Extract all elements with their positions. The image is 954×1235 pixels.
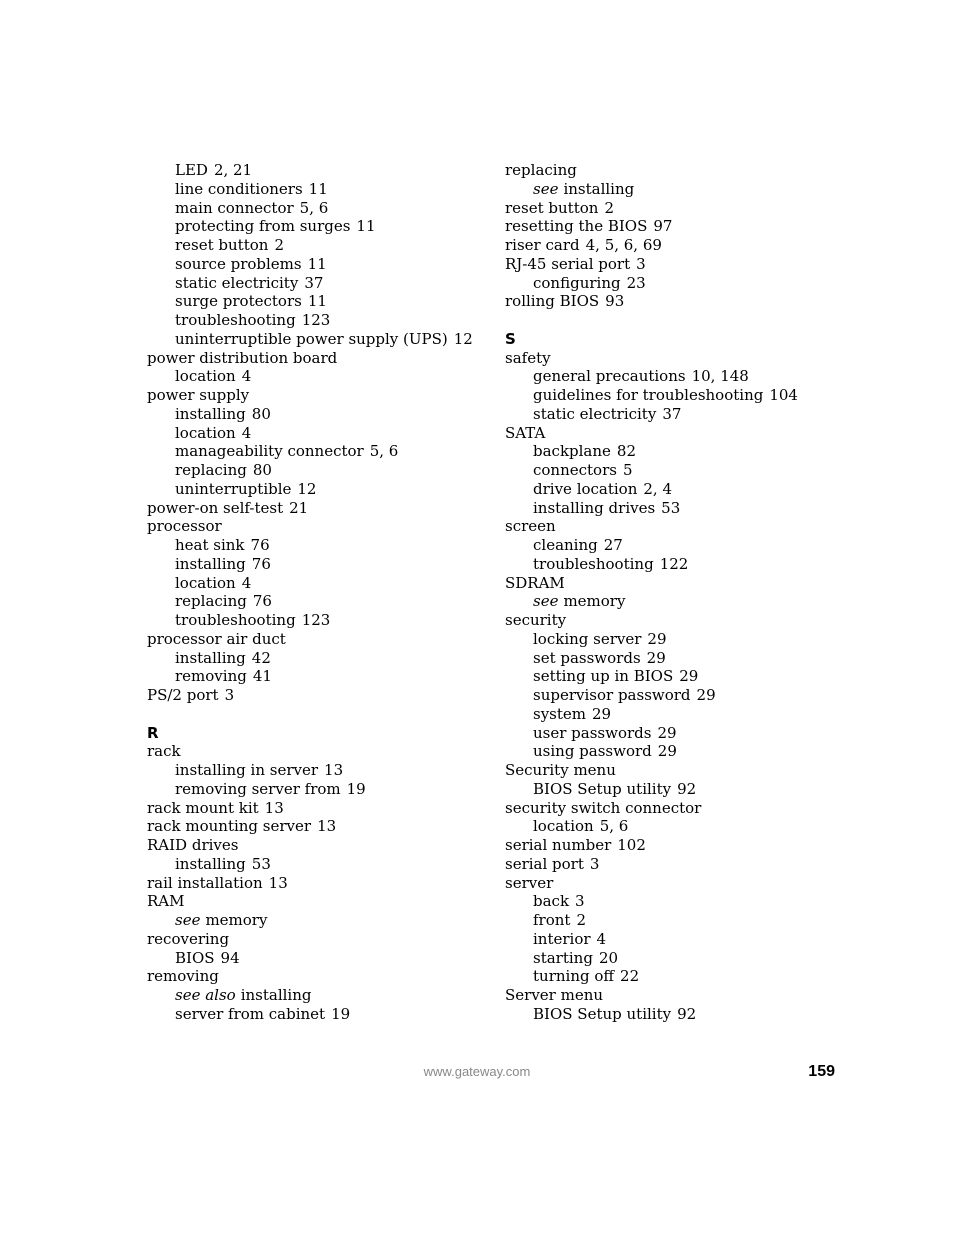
index-entry: [505, 236, 845, 255]
page-reference: 37: [662, 404, 682, 423]
index-subentry: [147, 274, 487, 293]
index-term: removing: [147, 967, 219, 986]
index-term: rack: [147, 742, 181, 761]
index-term: protecting from surges: [175, 217, 351, 236]
index-term: source problems: [175, 254, 302, 273]
index-term: front: [533, 911, 571, 929]
index-term: server: [505, 873, 554, 892]
page-reference: 29: [647, 629, 667, 648]
index-subentry: [505, 555, 845, 574]
index-term: recovering: [147, 929, 230, 948]
index-subentry: [147, 367, 487, 386]
page-reference: 29: [657, 742, 677, 761]
index-subentry: [505, 405, 845, 424]
index-entry: [147, 686, 487, 705]
page-reference: 37: [304, 273, 324, 292]
page-reference: 93: [605, 292, 625, 311]
index-term: screen: [505, 517, 556, 536]
footer-url[interactable]: www.gateway.com: [423, 1064, 531, 1079]
page-reference: 10, 148: [691, 367, 749, 386]
index-term: rack mount kit: [147, 798, 259, 817]
index-entry: [147, 967, 487, 986]
index-term: rolling BIOS: [505, 292, 600, 311]
page-reference: 80: [252, 461, 272, 479]
page-reference: 42: [251, 648, 271, 667]
index-entry: [147, 517, 487, 536]
index-term: location: [175, 573, 236, 592]
page-reference: 5, 6: [599, 817, 629, 836]
page-reference: 2: [576, 911, 586, 929]
page-reference: 12: [297, 479, 317, 498]
index-subentry: [147, 161, 487, 180]
index-entry: [505, 855, 845, 874]
page-reference: 19: [346, 779, 366, 798]
index-term: guidelines for troubleshooting: [533, 386, 764, 404]
index-entry: [505, 836, 845, 855]
index-entry: [505, 611, 845, 630]
index-entry: [147, 817, 487, 836]
section-gap: [505, 311, 845, 330]
index-subentry: [505, 705, 845, 724]
index-term: power-on self-test: [147, 498, 284, 517]
page-reference: 92: [677, 1004, 697, 1023]
index-term: safety: [505, 348, 551, 367]
index-term: heat sink: [175, 536, 245, 554]
page-reference: 3: [224, 686, 235, 704]
page-reference: 53: [251, 854, 271, 873]
page-reference: 123: [301, 311, 331, 329]
index-subentry: [505, 742, 845, 761]
index-entry: [147, 836, 487, 855]
index-term: uninterruptible: [175, 479, 292, 498]
index-subentry: [147, 480, 487, 499]
page-reference: 19: [331, 1004, 351, 1023]
index-subentry: [505, 499, 845, 518]
index-term: SDRAM: [505, 573, 565, 592]
section-letter: S: [505, 329, 516, 348]
index-entry: [147, 799, 487, 818]
index-subentry: [147, 311, 487, 330]
index-subentry: [147, 461, 487, 480]
index-term: riser card: [505, 236, 580, 254]
index-term: Security menu: [505, 761, 616, 779]
index-term: surge protectors: [175, 292, 302, 311]
index-cross-reference: [147, 986, 487, 1005]
index-term: BIOS: [175, 948, 215, 967]
index-term: SATA: [505, 423, 546, 442]
page-reference: 27: [603, 536, 623, 554]
index-subentry: [505, 817, 845, 836]
index-cross-reference: [505, 180, 845, 199]
index-term: static electricity: [533, 404, 657, 423]
page-reference: 94: [220, 948, 240, 967]
index-term: starting: [533, 948, 593, 967]
page-reference: 4: [241, 367, 252, 386]
page-reference: 3: [589, 854, 600, 873]
index-entry: [505, 255, 845, 274]
index-term: rail installation: [147, 873, 263, 892]
index-term: RAM: [147, 892, 185, 911]
index-entry: [147, 499, 487, 518]
index-entry: [505, 161, 845, 180]
index-subentry: [147, 199, 487, 218]
index-term: BIOS Setup utility: [533, 1004, 672, 1023]
index-term: server from cabinet: [175, 1004, 326, 1023]
index-term: manageability connector: [175, 442, 364, 461]
index-term: security switch connector: [505, 798, 702, 817]
page-reference: 11: [307, 292, 327, 311]
index-subentry: [147, 236, 487, 255]
page-reference: 29: [646, 648, 666, 667]
index-subentry: [147, 611, 487, 630]
index-term: troubleshooting: [533, 554, 654, 573]
index-term: troubleshooting: [175, 311, 296, 329]
index-subentry: [505, 686, 845, 705]
page-reference: 13: [317, 817, 337, 836]
index-subentry: [505, 667, 845, 686]
page-reference: 4, 5, 6, 69: [585, 236, 662, 254]
index-term: reset button: [175, 236, 269, 254]
index-entry: [147, 874, 487, 893]
index-entry: [147, 386, 487, 405]
reference-target: memory: [563, 592, 626, 611]
index-column-left: [147, 161, 487, 1024]
index-term: supervisor password: [533, 686, 691, 704]
index-term: setting up in BIOS: [533, 667, 674, 686]
page-reference: 5, 6: [369, 442, 399, 461]
index-subentry: [505, 780, 845, 799]
index-subentry: [505, 967, 845, 986]
index-term: replacing: [175, 592, 247, 611]
index-term: removing: [175, 667, 247, 686]
page-reference: 123: [301, 611, 331, 629]
index-subentry: [147, 292, 487, 311]
index-subentry: [147, 780, 487, 799]
index-term: installing drives: [533, 498, 656, 517]
page-reference: 11: [307, 254, 327, 273]
page-reference: 2: [604, 198, 614, 217]
page-reference: 29: [679, 667, 699, 686]
index-entry: [505, 349, 845, 368]
index-term: security: [505, 611, 567, 629]
index-subentry: [505, 536, 845, 555]
index-term: interior: [533, 929, 591, 948]
page-reference: 97: [653, 217, 673, 236]
page-reference: 13: [264, 798, 284, 817]
index-subentry: [147, 592, 487, 611]
index-term: power supply: [147, 386, 250, 404]
index-term: replacing: [175, 461, 247, 479]
page-reference: 13: [268, 873, 288, 892]
index-entry: [147, 630, 487, 649]
index-term: Server menu: [505, 986, 604, 1004]
index-subentry: [505, 724, 845, 743]
reference-target: installing: [563, 179, 635, 198]
index-term: main connector: [175, 198, 294, 217]
index-term: resetting the BIOS: [505, 217, 648, 236]
page-number: 159: [808, 1063, 835, 1080]
page-reference: 5, 6: [299, 198, 329, 217]
index-term: connectors: [533, 461, 617, 479]
index-term: troubleshooting: [175, 611, 296, 629]
page-reference: 11: [308, 179, 328, 198]
index-subentry: [505, 949, 845, 968]
index-subentry: [147, 442, 487, 461]
index-term: line conditioners: [175, 179, 303, 198]
index-subentry: [505, 480, 845, 499]
index-entry: [505, 199, 845, 218]
reference-target: installing: [240, 986, 312, 1004]
page-reference: 80: [251, 404, 271, 423]
index-subentry: [147, 761, 487, 780]
page-reference: 5: [622, 461, 633, 479]
index-subentry: [147, 855, 487, 874]
index-subentry: [505, 386, 845, 405]
page-reference: 4: [596, 929, 607, 948]
see-label: see also: [175, 986, 236, 1004]
index-term: user passwords: [533, 723, 652, 742]
index-term: location: [175, 423, 236, 442]
index-entry: [505, 517, 845, 536]
index-subentry: [147, 180, 487, 199]
index-entry: [147, 349, 487, 368]
page-reference: 23: [626, 273, 646, 292]
page-reference: 2, 4: [643, 479, 673, 498]
index-subentry: [505, 367, 845, 386]
index-subentry: [147, 949, 487, 968]
page-reference: 11: [356, 217, 376, 236]
index-term: serial port: [505, 854, 584, 873]
index-term: LED: [175, 161, 208, 179]
section-gap: [147, 705, 487, 724]
index-entry: [505, 761, 845, 780]
page-reference: 122: [659, 554, 689, 573]
index-term: RJ-45 serial port: [505, 254, 631, 273]
page-reference: 13: [324, 761, 344, 779]
index-term: backplane: [533, 442, 611, 461]
index-cross-reference: [505, 592, 845, 611]
index-entry: [147, 742, 487, 761]
index-term: BIOS Setup utility: [533, 779, 672, 798]
index-subentry: [147, 667, 487, 686]
index-term: reset button: [505, 198, 599, 217]
index-term: replacing: [505, 161, 577, 179]
index-term: cleaning: [533, 536, 598, 554]
index-term: locking server: [533, 629, 642, 648]
page-reference: 76: [252, 592, 272, 611]
page-reference: 41: [252, 667, 272, 686]
page-reference: 104: [769, 386, 798, 404]
index-entry: [505, 217, 845, 236]
index-entry: [147, 930, 487, 949]
page-reference: 102: [617, 836, 646, 854]
index-subentry: [147, 217, 487, 236]
page-reference: 12: [453, 329, 473, 348]
index-entry: [505, 424, 845, 443]
see-label: see: [533, 179, 559, 198]
index-subentry: [147, 536, 487, 555]
index-term: processor: [147, 517, 222, 536]
index-subentry: [505, 911, 845, 930]
index-term: general precautions: [533, 367, 686, 386]
index-subentry: [505, 630, 845, 649]
index-term: location: [533, 817, 594, 836]
index-term: removing server from: [175, 779, 341, 798]
index-term: back: [533, 892, 570, 911]
page-reference: 29: [592, 704, 612, 723]
index-subentry: [505, 461, 845, 480]
index-entry: [505, 799, 845, 818]
index-subentry: [505, 274, 845, 293]
index-subentry: [147, 555, 487, 574]
page-reference: 2: [274, 236, 284, 254]
index-subentry: [505, 649, 845, 668]
index-entry: [505, 292, 845, 311]
index-entry: [505, 986, 845, 1005]
index-subentry: [147, 330, 487, 349]
see-label: see: [533, 592, 559, 611]
page-reference: 76: [251, 554, 271, 573]
page-reference: 29: [696, 686, 716, 704]
reference-target: memory: [205, 911, 268, 929]
index-subentry: [505, 930, 845, 949]
index-term: location: [175, 367, 236, 386]
page-reference: 3: [575, 892, 585, 911]
index-term: processor air duct: [147, 629, 286, 648]
index-subentry: [147, 255, 487, 274]
page-reference: 76: [250, 536, 270, 554]
index-subentry: [147, 424, 487, 443]
index-subentry: [147, 649, 487, 668]
page-reference: 21: [289, 498, 309, 517]
index-term: installing: [175, 854, 246, 873]
section-letter: R: [147, 723, 159, 742]
index-term: static electricity: [175, 273, 299, 292]
index-term: installing: [175, 554, 246, 573]
index-term: rack mounting server: [147, 817, 312, 836]
page-reference: 82: [616, 442, 637, 461]
index-subentry: [147, 574, 487, 593]
index-subentry: [147, 405, 487, 424]
see-label: see: [175, 911, 201, 929]
index-cross-reference: [147, 911, 487, 930]
index-entry: [505, 574, 845, 593]
index-term: set passwords: [533, 648, 641, 667]
index-term: installing: [175, 404, 246, 423]
index-term: configuring: [533, 273, 621, 292]
page-reference: 4: [241, 423, 252, 442]
index-term: power distribution board: [147, 348, 338, 367]
index-term: turning off: [533, 967, 615, 986]
page-reference: 22: [620, 967, 640, 986]
index-term: installing in server: [175, 761, 319, 779]
index-entry: [147, 892, 487, 911]
index-subentry: [505, 442, 845, 461]
index-subentry: [505, 892, 845, 911]
index-term: RAID drives: [147, 836, 239, 854]
page-reference: 29: [657, 723, 677, 742]
index-entry: [505, 874, 845, 893]
index-term: using password: [533, 742, 652, 761]
page-reference: 20: [598, 948, 619, 967]
index-subentry: [147, 1005, 487, 1024]
index-term: system: [533, 704, 586, 723]
index-term: uninterruptible power supply (UPS): [175, 329, 448, 348]
index-term: drive location: [533, 479, 638, 498]
page-reference: 53: [661, 498, 681, 517]
page-reference: 2, 21: [213, 161, 253, 179]
page-reference: 3: [636, 254, 646, 273]
index-subentry: [505, 1005, 845, 1024]
page-reference: 4: [241, 573, 252, 592]
index-term: serial number: [505, 836, 612, 854]
page-reference: 92: [677, 779, 697, 798]
index-column-right: [505, 161, 845, 1024]
index-term: installing: [175, 648, 246, 667]
index-term: PS/2 port: [147, 686, 219, 704]
